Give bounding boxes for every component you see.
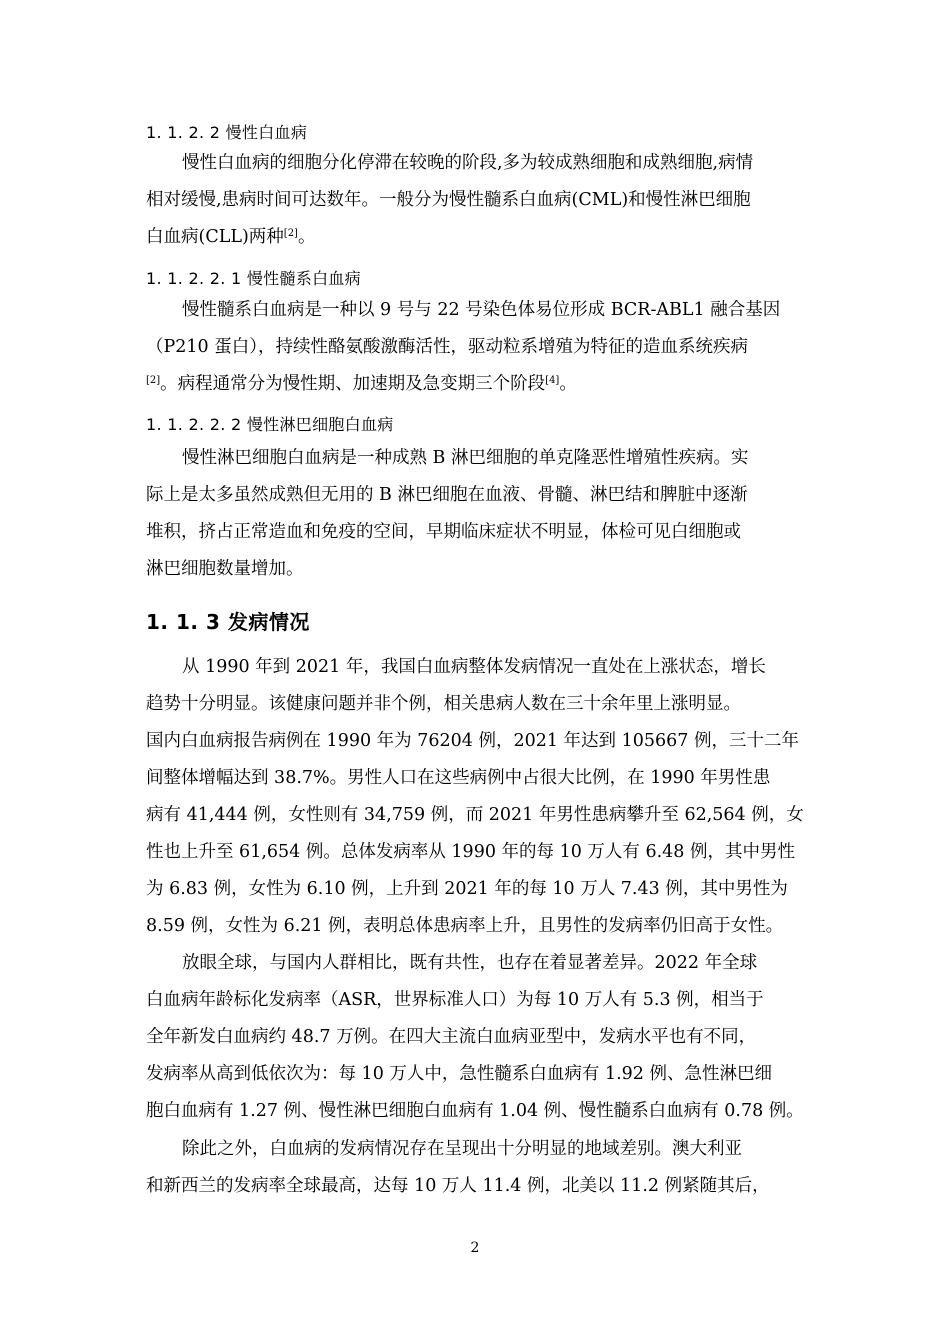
text-line: 8.59 例，女性为 6.21 例，表明总体患病率上升，且男性的发病率仍旧高于女性。 xyxy=(146,916,784,936)
text-segment: 。 xyxy=(297,227,316,247)
text-line: 发病率从高到低依次为：每 10 万人中，急性髓系白血病有 1.92 例、急性淋巴细 xyxy=(146,1064,772,1084)
text-line: 病有 41,444 例，女性则有 34,759 例，而 2021 年男性患病攀升至 62,564 例，女 xyxy=(146,805,804,825)
text-line: 相对缓慢,患病时间可达数年。一般分为慢性髓系白血病(CML)和慢性淋巴细胞 xyxy=(146,190,751,210)
page-number: 2 xyxy=(470,1240,480,1256)
text-line: 全年新发白血病约 48.7 万例。在四大主流白血病亚型中，发病水平也有不同， xyxy=(146,1027,757,1047)
text-line: 性也上升至 61,654 例。总体发病率从 1990 年的每 10 万人有 6.48 例，其中男性 xyxy=(146,842,796,862)
text-segment: 。病程通常分为慢性期、加速期及急变期三个阶段 xyxy=(160,374,546,394)
text-line: 国内白血病报告病例在 1990 年为 76204 例，2021 年达到 105667 例，三十二年 xyxy=(146,731,799,751)
text-line: 慢性白血病的细胞分化停滞在较晚的阶段,多为较成熟细胞和成熟细胞,病情 xyxy=(182,153,754,173)
text-line: 除此之外，白血病的发病情况存在呈现出十分明显的地域差别。澳大利亚 xyxy=(182,1139,742,1159)
text-line: 堆积，挤占正常造血和免疫的空间，早期临床症状不明显，体检可见白细胞或 xyxy=(146,522,741,542)
text-line: 从 1990 年到 2021 年，我国白血病整体发病情况一直处在上涨状态，增长 xyxy=(182,657,766,677)
heading-1-1-2-2-2: 1. 1. 2. 2. 2 慢性淋巴细胞白血病 xyxy=(146,415,394,434)
text-line: 放眼全球，与国内人群相比，既有共性，也存在着显著差异。2022 年全球 xyxy=(182,953,758,973)
heading-1-1-3: 1. 1. 3 发病情况 xyxy=(146,610,310,634)
text-line: 慢性髓系白血病是一种以 9 号与 22 号染色体易位形成 BCR-ABL1 融合基因 xyxy=(182,300,781,320)
text-line: 趋势十分明显。该健康问题并非个例，相关患病人数在三十余年里上涨明显。 xyxy=(146,694,741,714)
citation-ref: [2] xyxy=(283,228,298,239)
citation-ref: [4] xyxy=(545,375,560,386)
text-segment: 。 xyxy=(559,374,577,394)
heading-1-1-2-2-1: 1. 1. 2. 2. 1 慢性髓系白血病 xyxy=(146,269,361,288)
text-line: 淋巴细胞数量增加。 xyxy=(146,559,304,579)
text-line: 和新西兰的发病率全球最高，达每 10 万人 11.4 例，北美以 11.2 例紧随其后， xyxy=(146,1176,770,1196)
text-line: 间整体增幅达到 38.7%。男性人口在这些病例中占很大比例，在 1990 年男性患 xyxy=(146,768,771,788)
text-line: 慢性淋巴细胞白血病是一种成熟 B 淋巴细胞的单克隆恶性增殖性疾病。实 xyxy=(182,448,749,468)
text-line: 胞白血病有 1.27 例、慢性淋巴细胞白血病有 1.04 例、慢性髓系白血病有 0.78 例。 xyxy=(146,1101,804,1121)
text-line: 为 6.83 例，女性为 6.10 例，上升到 2021 年的每 10 万人 7.43 例，其中男性为 xyxy=(146,879,788,899)
text-line: 白血病年龄标化发病率（ASR，世界标准人口）为每 10 万人有 5.3 例，相当于 xyxy=(146,990,764,1010)
heading-1-1-2-2: 1. 1. 2. 2 慢性白血病 xyxy=(146,123,308,142)
text-line xyxy=(146,366,577,403)
text-line: 际上是太多虽然成熟但无用的 B 淋巴细胞在血液、骨髓、淋巴结和脾脏中逐渐 xyxy=(146,485,748,505)
text-line: （P210 蛋白），持续性酪氨酸激酶活性，驱动粒系增殖为特征的造血系统疾病 xyxy=(146,337,748,357)
citation-ref: [2] xyxy=(146,375,161,386)
text-line xyxy=(146,219,315,256)
text-segment: 白血病(CLL)两种 xyxy=(146,227,284,247)
